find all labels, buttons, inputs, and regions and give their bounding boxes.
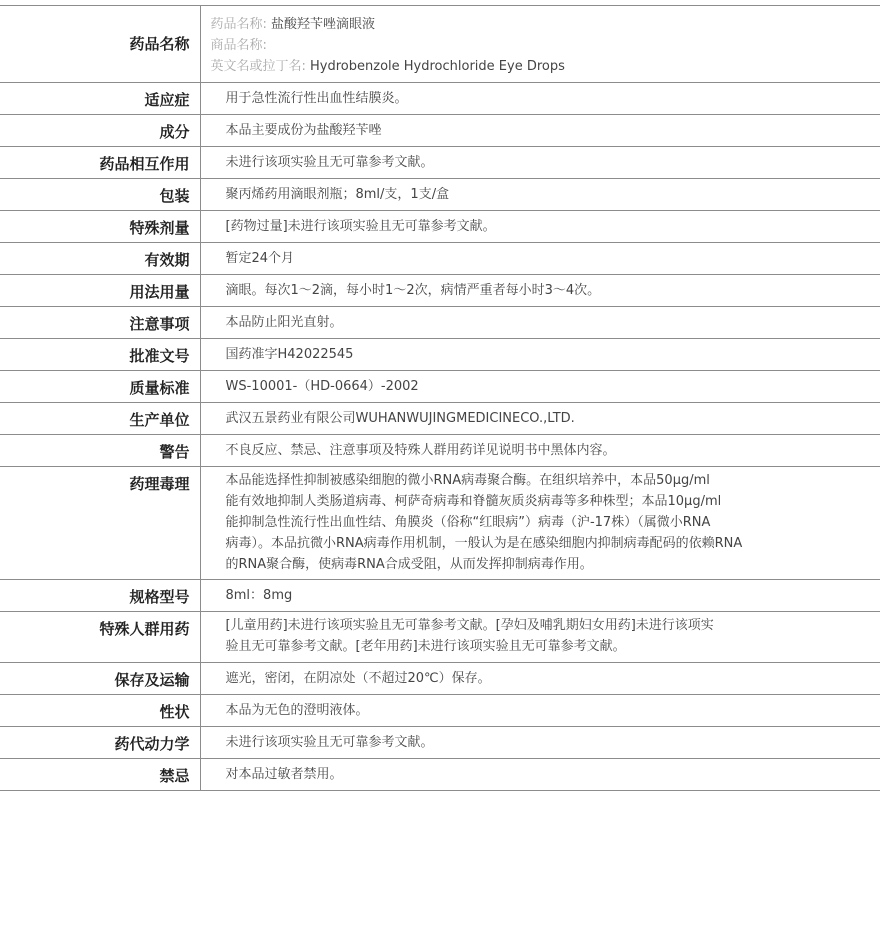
row-value: 8ml：8mg <box>200 580 880 612</box>
table-row-dosage <box>0 275 880 307</box>
table-row-shelf-life <box>0 243 880 275</box>
row-value: 聚丙烯药用滴眼剂瓶；8ml/支，1支/盒 <box>200 179 880 211</box>
row-label: 注意事项 <box>0 307 200 339</box>
row-label: 保存及运输 <box>0 663 200 695</box>
row-value: 国药准字H42022545 <box>200 339 880 371</box>
row-label: 特殊剂量 <box>0 211 200 243</box>
row-value: 本品防止阳光直射。 <box>200 307 880 339</box>
table-row-warning <box>0 435 880 467</box>
drug-spec-table <box>0 5 880 791</box>
trade-name-line <box>211 35 880 56</box>
row-label: 性状 <box>0 695 200 727</box>
table-row-interactions <box>0 147 880 179</box>
table-row-pharmacology <box>0 467 880 580</box>
row-value: 未进行该项实验且无可靠参考文献。 <box>200 727 880 759</box>
row-label: 药品名称 <box>0 6 200 83</box>
row-value: 滴眼。每次1～2滴，每小时1～2次，病情严重者每小时3～4次。 <box>200 275 880 307</box>
row-label: 包装 <box>0 179 200 211</box>
row-value: 用于急性流行性出血性结膜炎。 <box>200 83 880 115</box>
row-label: 警告 <box>0 435 200 467</box>
table-row-packaging <box>0 179 880 211</box>
row-value: [儿童用药]未进行该项实验且无可靠参考文献。[孕妇及哺乳期妇女用药]未进行该项实 验且无可靠参考文献。[老年用药]未进行该项实验且无可靠参考文献。 <box>200 612 880 663</box>
table-row-approval-number <box>0 339 880 371</box>
table-row-storage <box>0 663 880 695</box>
trade-name-key: 商品名称: <box>210 38 267 53</box>
row-value: 本品能选择性抑制被感染细胞的微小RNA病毒聚合酶。在组织培养中，本品50μg/ml 能有效地抑制人类肠道病毒、柯萨奇病毒和脊髓灰质炎病毒等多种株型；本品10μg/ml 能抑制急性流行性出血性结、角膜炎（俗称“红眼病”）病毒（沪-17株）（属微小RNA 病毒）。本品抗微小RNA病毒作用机制，一般认为是在感染细胞内抑制病毒配码的依赖RNA 的RNA聚合酶，使病毒RNA合成受阻，从而发挥抑制病毒作用。 <box>200 467 880 580</box>
table-row-quality-standard <box>0 371 880 403</box>
table-row-precautions <box>0 307 880 339</box>
row-label: 适应症 <box>0 83 200 115</box>
drug-name-cell <box>200 6 880 83</box>
row-label: 禁忌 <box>0 759 200 791</box>
table-row-contraindications <box>0 759 880 791</box>
row-label: 药理毒理 <box>0 467 200 580</box>
table-row-special-dosage <box>0 211 880 243</box>
row-value: 对本品过敏者禁用。 <box>200 759 880 791</box>
english-name-key: 英文名或拉丁名: <box>210 59 306 74</box>
row-value: 武汉五景药业有限公司WUHANWUJINGMEDICINECO.,LTD. <box>200 403 880 435</box>
generic-name-key: 药品名称: <box>210 17 267 32</box>
generic-name-line <box>211 14 880 35</box>
table-row-manufacturer <box>0 403 880 435</box>
row-value: 暂定24个月 <box>200 243 880 275</box>
table-row-drug-name <box>0 6 880 83</box>
generic-name-value: 盐酸羟苄唑滴眼液 <box>271 17 376 32</box>
table-row-pharmacokinetics <box>0 727 880 759</box>
row-label: 规格型号 <box>0 580 200 612</box>
table-row-indication <box>0 83 880 115</box>
row-value: 本品为无色的澄明液体。 <box>200 695 880 727</box>
row-label: 用法用量 <box>0 275 200 307</box>
row-label: 药代动力学 <box>0 727 200 759</box>
row-label: 生产单位 <box>0 403 200 435</box>
row-value: [药物过量]未进行该项实验且无可靠参考文献。 <box>200 211 880 243</box>
table-row-special-populations <box>0 612 880 663</box>
row-value: 本品主要成份为盐酸羟苄唑 <box>200 115 880 147</box>
english-name-line <box>211 56 880 77</box>
row-label: 成分 <box>0 115 200 147</box>
row-value: 不良反应、禁忌、注意事项及特殊人群用药详见说明书中黑体内容。 <box>200 435 880 467</box>
english-name-value: Hydrobenzole Hydrochloride Eye Drops <box>310 59 565 74</box>
row-value: WS-10001-（HD-0664）-2002 <box>200 371 880 403</box>
table-row-appearance <box>0 695 880 727</box>
row-label: 特殊人群用药 <box>0 612 200 663</box>
row-value: 遮光，密闭，在阴凉处（不超过20℃）保存。 <box>200 663 880 695</box>
table-row-specification <box>0 580 880 612</box>
table-row-ingredients <box>0 115 880 147</box>
row-label: 药品相互作用 <box>0 147 200 179</box>
row-label: 批准文号 <box>0 339 200 371</box>
row-value: 未进行该项实验且无可靠参考文献。 <box>200 147 880 179</box>
row-label: 质量标准 <box>0 371 200 403</box>
row-label: 有效期 <box>0 243 200 275</box>
